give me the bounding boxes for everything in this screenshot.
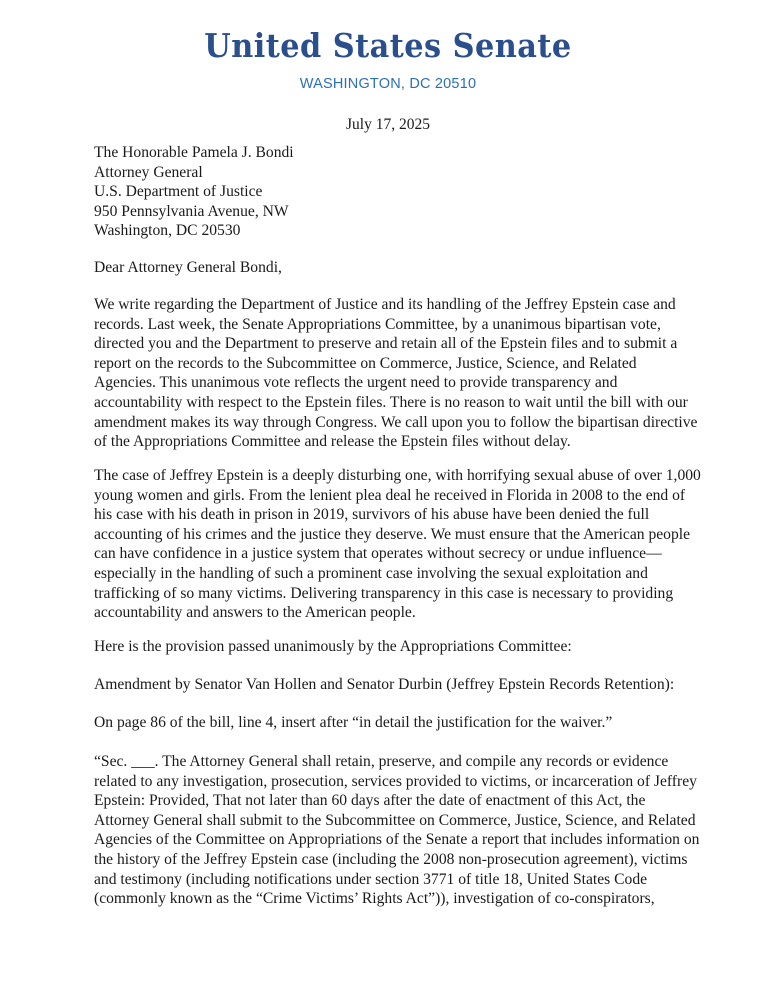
paragraph-2 [94, 466, 701, 623]
paragraph-line: and testimony (including notifications under section 3771 of title 18, United States Code [94, 870, 648, 888]
paragraph-line: We write regarding the Department of Justice and its handling of the Jeffrey Epstein case and [94, 296, 676, 313]
paragraph-line: directed you and the Department to preserve and retain all of the Epstein files and to submit a [94, 335, 678, 353]
paragraph-line: accountability and answers to the American people. [94, 604, 416, 622]
paragraph-6 [94, 752, 700, 909]
paragraph-line: his case with his death in prison in 2019, survivors of his abuse have been denied the full [94, 506, 650, 524]
paragraph-line: young women and girls. From the lenient plea deal he received in Florida in 2008 to the end of [94, 486, 686, 504]
paragraph-line: can have confidence in a justice system that operates without secrecy or undue influence— [94, 545, 662, 563]
paragraph-line: records. Last week, the Senate Appropriations Committee, by a unanimous bipartisan vote, [94, 315, 661, 333]
letter-date: July 17, 2025 [346, 116, 430, 133]
paragraph-5: On page 86 of the bill, line 4, insert after “in detail the justification for the waiver.” [94, 714, 613, 731]
paragraph-line: “Sec. ___. The Attorney General shall retain, preserve, and compile any records or evidence [94, 753, 669, 770]
paragraph-line: report on the records to the Subcommittee on Commerce, Justice, Science, and Related [94, 354, 637, 372]
recipient-title: Attorney General [94, 163, 203, 181]
letterhead-city: WASHINGTON, DC 20510 [299, 76, 477, 92]
paragraph-line: trafficking of so many victims. Delivering transparency in this case is necessary to providing [94, 584, 674, 602]
paragraph-line: Agencies. This unanimous vote reflects the urgent need to provide transparency and [94, 374, 618, 392]
recipient-department: U.S. Department of Justice [94, 183, 263, 201]
letterhead-title: United States Senate [204, 26, 572, 65]
paragraph-3: Here is the provision passed unanimously by the Appropriations Committee: [94, 638, 572, 655]
paragraph-line: (commonly known as the “Crime Victims’ Rights Act”)), investigation of co-conspirators, [94, 890, 655, 908]
paragraph-line: especially in the handling of such a prominent case involving the sexual exploitation and [94, 564, 648, 582]
paragraph-line: related to any investigation, prosecution, services provided to victims, or incarceration of Jeffrey [94, 772, 697, 790]
paragraph-line: amendment makes its way through Congress. We call upon you to follow the bipartisan directive [94, 413, 698, 431]
paragraph-line: accounting of his crimes and the justice they deserve. We must ensure that the American people [94, 525, 691, 543]
paragraph-line: Attorney General shall submit to the Subcommittee on Commerce, Justice, Science, and Related [94, 811, 696, 829]
recipient-city: Washington, DC 20530 [94, 222, 241, 240]
paragraph-line: The case of Jeffrey Epstein is a deeply disturbing one, with horrifying sexual abuse of over 1,000 [94, 467, 701, 484]
paragraph-4: Amendment by Senator Van Hollen and Senator Durbin (Jeffrey Epstein Records Retention): [94, 676, 675, 693]
recipient-name: The Honorable Pamela J. Bondi [94, 144, 294, 161]
paragraph-line: Epstein: Provided, That not later than 60 days after the date of enactment of this Act, the [94, 792, 646, 810]
paragraph-1 [94, 295, 698, 452]
paragraph-line: Agencies of the Committee on Appropriations of the Senate a report that includes information on [94, 831, 700, 849]
recipient-address [94, 143, 694, 241]
recipient-street: 950 Pennsylvania Avenue, NW [94, 202, 289, 220]
salutation: Dear Attorney General Bondi, [94, 259, 282, 276]
paragraph-line: of the Appropriations Committee and release the Epstein files without delay. [94, 433, 571, 451]
paragraph-line: the history of the Jeffrey Epstein case (including the 2008 non-prosecution agreement), victims [94, 850, 688, 868]
paragraph-line: accountability with respect to the Epstein files. There is no reason to wait until the bill with our [94, 393, 688, 411]
